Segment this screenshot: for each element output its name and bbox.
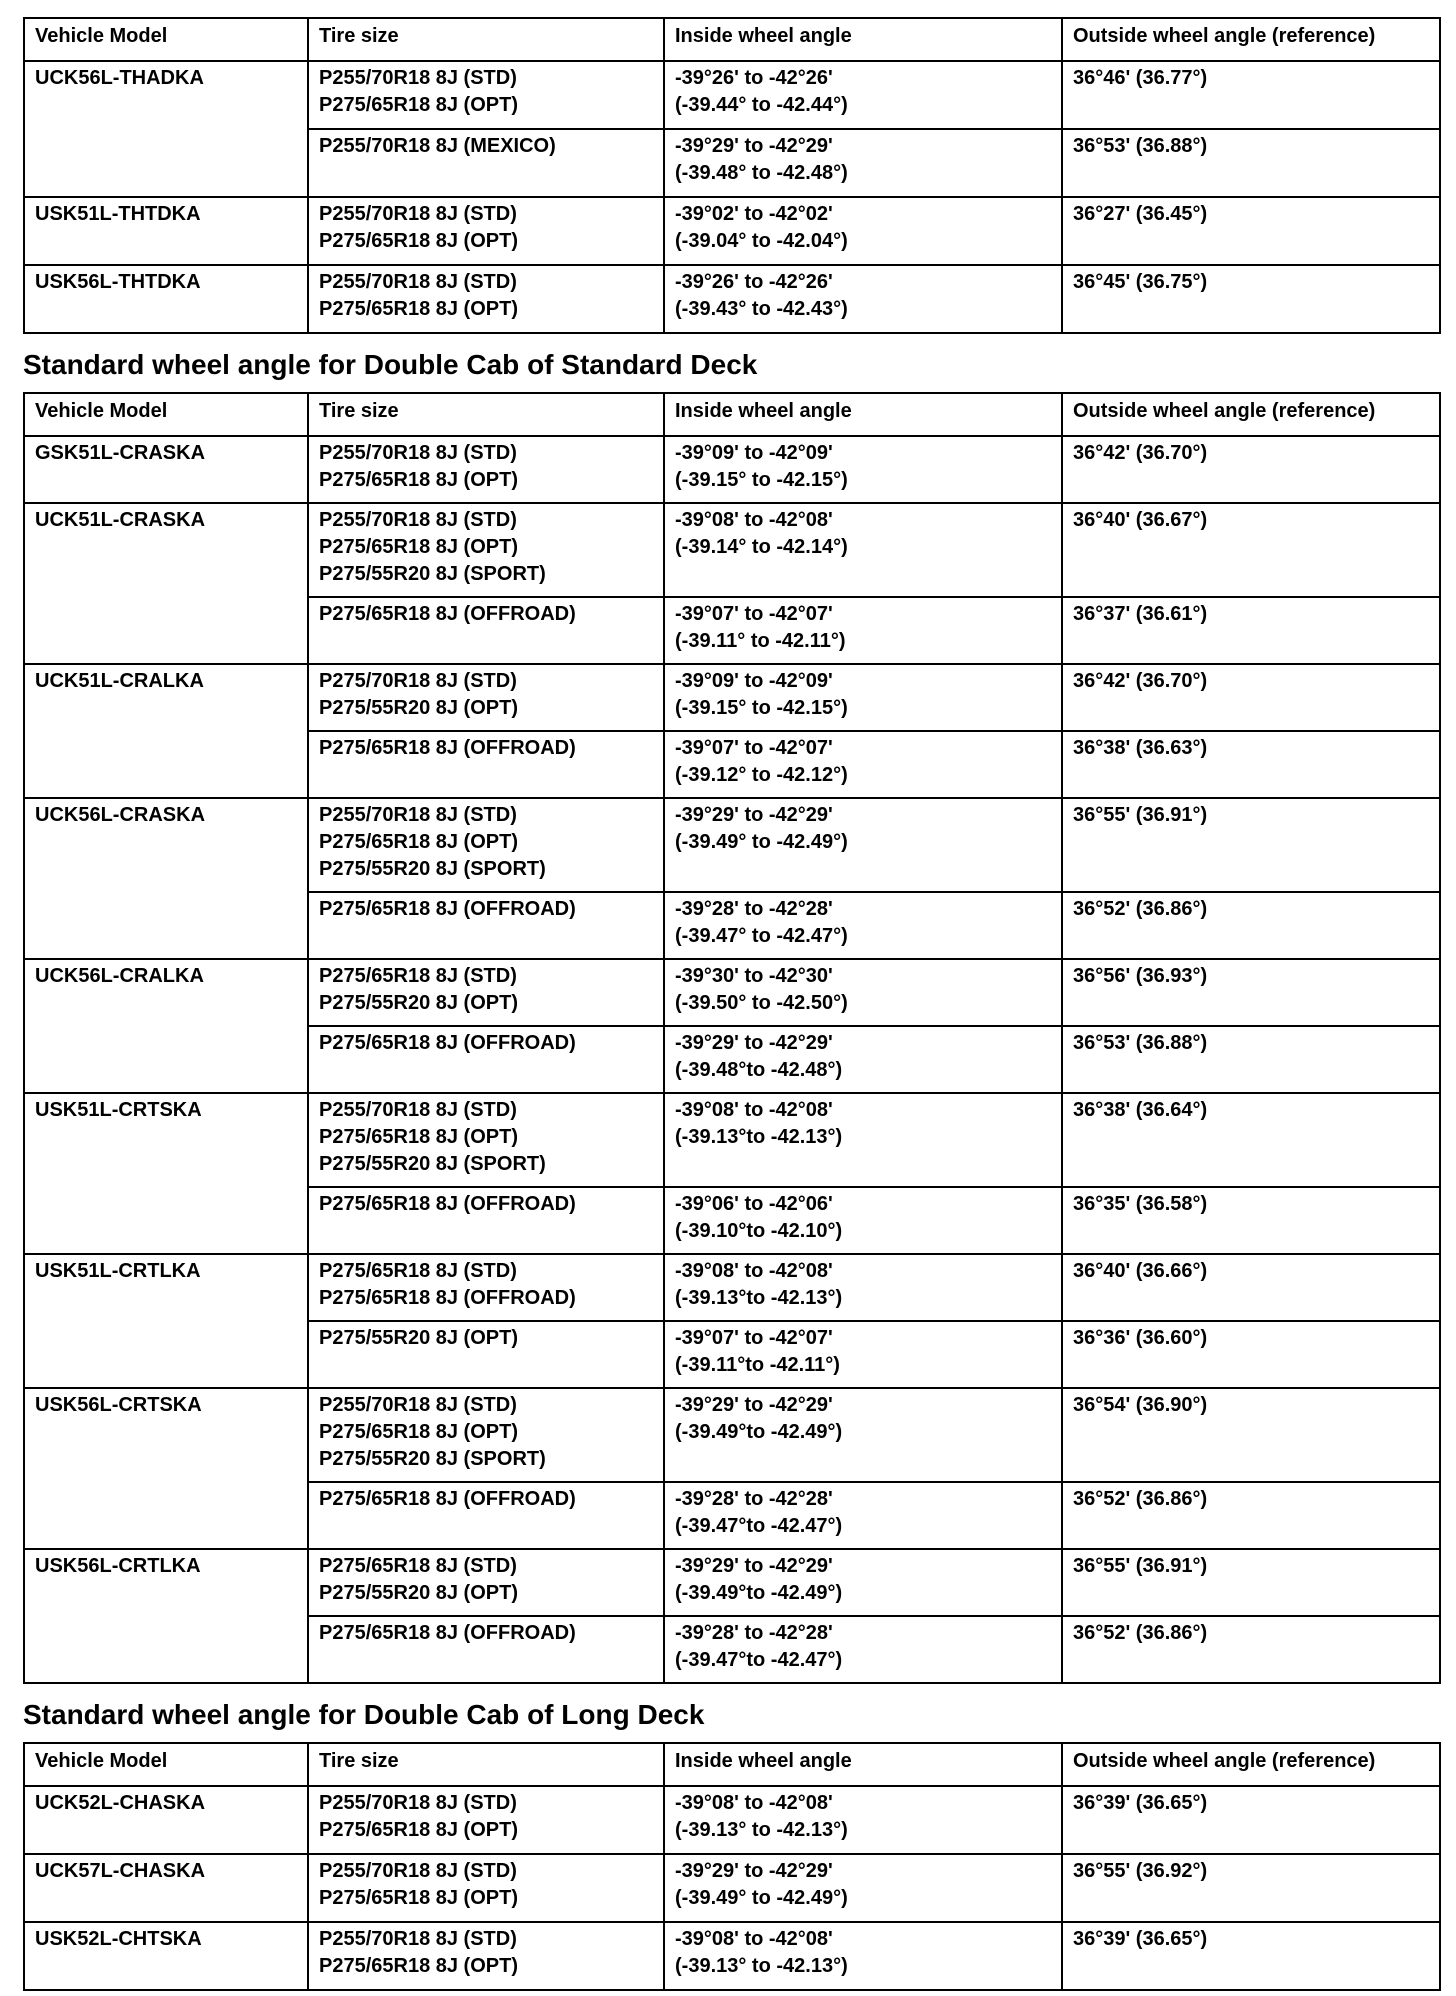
inside-angle-decimal: (-39.13° to -42.13°)	[675, 1819, 848, 1841]
tire-size-cell	[308, 1786, 664, 1854]
tire-size: P275/65R18 8J (OFFROAD)	[319, 1193, 576, 1215]
inside-angle-decimal: (-39.49°to -42.49°)	[675, 1582, 843, 1604]
tire-size-cell	[308, 1321, 664, 1388]
outside-angle-cell: 36°40' (36.67°)	[1062, 503, 1440, 597]
tire-size: P255/70R18 8J (STD)	[319, 804, 517, 826]
inside-angle-dms: -39°28' to -42°28'	[675, 1488, 833, 1510]
inside-angle-dms: -39°06' to -42°06'	[675, 1193, 833, 1215]
tire-size: P275/55R20 8J (SPORT)	[319, 563, 546, 585]
tire-size: P275/55R20 8J (SPORT)	[319, 1153, 546, 1175]
inside-angle-cell	[664, 1786, 1062, 1854]
outside-angle-cell: 36°42' (36.70°)	[1062, 664, 1440, 731]
inside-angle-cell	[664, 1482, 1062, 1549]
tire-size: P275/65R18 8J (OPT)	[319, 1887, 518, 1909]
wheel-angle-table	[23, 392, 1441, 1684]
outside-angle-cell: 36°40' (36.66°)	[1062, 1254, 1440, 1321]
tire-size: P275/65R18 8J (OFFROAD)	[319, 1287, 576, 1309]
outside-angle-cell: 36°53' (36.88°)	[1062, 129, 1440, 197]
inside-angle-dms: -39°29' to -42°29'	[675, 135, 833, 157]
vehicle-model-cell: USK56L-CRTSKA	[24, 1388, 308, 1549]
tire-size-cell	[308, 1616, 664, 1683]
table-row	[24, 61, 1440, 129]
table-row	[24, 1254, 1440, 1321]
inside-angle-decimal: (-39.14° to -42.14°)	[675, 536, 848, 558]
inside-angle-cell	[664, 1321, 1062, 1388]
outside-angle-cell: 36°55' (36.91°)	[1062, 1549, 1440, 1616]
tire-size: P275/65R18 8J (STD)	[319, 1555, 517, 1577]
outside-angle-cell: 36°38' (36.64°)	[1062, 1093, 1440, 1187]
inside-angle-decimal: (-39.43° to -42.43°)	[675, 298, 848, 320]
tire-size: P255/70R18 8J (STD)	[319, 1792, 517, 1814]
inside-angle-decimal: (-39.49° to -42.49°)	[675, 1887, 848, 1909]
inside-angle-decimal: (-39.44° to -42.44°)	[675, 94, 848, 116]
table-row	[24, 265, 1440, 333]
outside-angle-cell: 36°45' (36.75°)	[1062, 265, 1440, 333]
tire-size: P275/65R18 8J (STD)	[319, 965, 517, 987]
table-row	[24, 1093, 1440, 1187]
tire-size: P255/70R18 8J (STD)	[319, 1928, 517, 1950]
tire-size-cell	[308, 265, 664, 333]
inside-angle-cell	[664, 1026, 1062, 1093]
table-row	[24, 1922, 1440, 1990]
inside-angle-dms: -39°08' to -42°08'	[675, 1792, 833, 1814]
outside-angle-cell: 36°35' (36.58°)	[1062, 1187, 1440, 1254]
tire-size: P275/65R18 8J (OFFROAD)	[319, 603, 576, 625]
tire-size: P255/70R18 8J (STD)	[319, 509, 517, 531]
wheel-angle-table	[23, 1742, 1441, 1991]
inside-angle-dms: -39°29' to -42°29'	[675, 1032, 833, 1054]
tire-size: P275/65R18 8J (OPT)	[319, 1421, 518, 1443]
vehicle-model-cell: USK56L-THTDKA	[24, 265, 308, 333]
tire-size-cell	[308, 503, 664, 597]
column-header-inside-angle: Inside wheel angle	[664, 1743, 1062, 1786]
tire-size: P275/55R20 8J (OPT)	[319, 1327, 518, 1349]
tire-size-cell	[308, 129, 664, 197]
tire-size-cell	[308, 1026, 664, 1093]
outside-angle-cell: 36°39' (36.65°)	[1062, 1922, 1440, 1990]
outside-angle-cell: 36°55' (36.91°)	[1062, 798, 1440, 892]
column-header-tire-size: Tire size	[308, 1743, 664, 1786]
wheel-angle-table	[23, 17, 1441, 334]
inside-angle-cell	[664, 1093, 1062, 1187]
inside-angle-decimal: (-39.13°to -42.13°)	[675, 1126, 843, 1148]
column-header-vehicle-model: Vehicle Model	[24, 18, 308, 61]
inside-angle-cell	[664, 664, 1062, 731]
header-row	[24, 393, 1440, 436]
inside-angle-dms: -39°29' to -42°29'	[675, 1860, 833, 1882]
inside-angle-cell	[664, 197, 1062, 265]
tire-size: P275/55R20 8J (SPORT)	[319, 1448, 546, 1470]
inside-angle-dms: -39°07' to -42°07'	[675, 1327, 833, 1349]
outside-angle-cell: 36°55' (36.92°)	[1062, 1854, 1440, 1922]
inside-angle-decimal: (-39.50° to -42.50°)	[675, 992, 848, 1014]
vehicle-model-cell: USK51L-THTDKA	[24, 197, 308, 265]
inside-angle-cell	[664, 436, 1062, 503]
vehicle-model-cell: GSK51L-CRASKA	[24, 436, 308, 503]
table-row	[24, 436, 1440, 503]
inside-angle-cell	[664, 1854, 1062, 1922]
tire-size: P275/65R18 8J (OPT)	[319, 1955, 518, 1977]
tire-size: P275/65R18 8J (OPT)	[319, 94, 518, 116]
outside-angle-cell: 36°53' (36.88°)	[1062, 1026, 1440, 1093]
inside-angle-dms: -39°26' to -42°26'	[675, 67, 833, 89]
outside-angle-cell: 36°46' (36.77°)	[1062, 61, 1440, 129]
inside-angle-dms: -39°29' to -42°29'	[675, 1394, 833, 1416]
tire-size: P275/55R20 8J (OPT)	[319, 992, 518, 1014]
inside-angle-dms: -39°26' to -42°26'	[675, 271, 833, 293]
tire-size-cell	[308, 798, 664, 892]
tire-size: P275/65R18 8J (OFFROAD)	[319, 898, 576, 920]
tire-size: P275/55R20 8J (SPORT)	[319, 858, 546, 880]
table-row	[24, 503, 1440, 597]
inside-angle-decimal: (-39.13° to -42.13°)	[675, 1955, 848, 1977]
inside-angle-cell	[664, 61, 1062, 129]
column-header-inside-angle: Inside wheel angle	[664, 393, 1062, 436]
inside-angle-decimal: (-39.47°to -42.47°)	[675, 1515, 843, 1537]
inside-angle-dms: -39°30' to -42°30'	[675, 965, 833, 987]
table-row	[24, 1549, 1440, 1616]
tire-size: P275/70R18 8J (STD)	[319, 670, 517, 692]
inside-angle-cell	[664, 798, 1062, 892]
tire-size: P275/65R18 8J (OPT)	[319, 469, 518, 491]
tire-size-cell	[308, 1254, 664, 1321]
table-row	[24, 1388, 1440, 1482]
tire-size-cell	[308, 1922, 664, 1990]
table-row	[24, 197, 1440, 265]
tire-size: P255/70R18 8J (STD)	[319, 203, 517, 225]
inside-angle-dms: -39°08' to -42°08'	[675, 509, 833, 531]
vehicle-model-cell: USK56L-CRTLKA	[24, 1549, 308, 1683]
outside-angle-cell: 36°52' (36.86°)	[1062, 1616, 1440, 1683]
column-header-vehicle-model: Vehicle Model	[24, 1743, 308, 1786]
outside-angle-cell: 36°36' (36.60°)	[1062, 1321, 1440, 1388]
inside-angle-dms: -39°28' to -42°28'	[675, 898, 833, 920]
section-title: Standard wheel angle for Double Cab of Long Deck	[23, 1699, 705, 1730]
outside-angle-cell: 36°38' (36.63°)	[1062, 731, 1440, 798]
tire-size-cell	[308, 1187, 664, 1254]
outside-angle-cell: 36°54' (36.90°)	[1062, 1388, 1440, 1482]
inside-angle-cell	[664, 892, 1062, 959]
tire-size-cell	[308, 664, 664, 731]
tire-size: P275/55R20 8J (OPT)	[319, 1582, 518, 1604]
tire-size: P255/70R18 8J (STD)	[319, 1860, 517, 1882]
column-header-tire-size: Tire size	[308, 18, 664, 61]
tire-size: P275/65R18 8J (OPT)	[319, 298, 518, 320]
inside-angle-dms: -39°02' to -42°02'	[675, 203, 833, 225]
outside-angle-cell: 36°39' (36.65°)	[1062, 1786, 1440, 1854]
tire-size-cell	[308, 597, 664, 664]
vehicle-model-cell: UCK56L-CRASKA	[24, 798, 308, 959]
inside-angle-decimal: (-39.13°to -42.13°)	[675, 1287, 843, 1309]
inside-angle-dms: -39°07' to -42°07'	[675, 603, 833, 625]
vehicle-model-cell: UCK51L-CRALKA	[24, 664, 308, 798]
tire-size-cell	[308, 1093, 664, 1187]
tire-size: P275/65R18 8J (STD)	[319, 1260, 517, 1282]
inside-angle-decimal: (-39.04° to -42.04°)	[675, 230, 848, 252]
vehicle-model-cell: UCK51L-CRASKA	[24, 503, 308, 664]
inside-angle-cell	[664, 1549, 1062, 1616]
inside-angle-decimal: (-39.49° to -42.49°)	[675, 831, 848, 853]
vehicle-model-cell: USK51L-CRTLKA	[24, 1254, 308, 1388]
column-header-tire-size: Tire size	[308, 393, 664, 436]
inside-angle-dms: -39°29' to -42°29'	[675, 804, 833, 826]
tire-size-cell	[308, 61, 664, 129]
tire-size: P255/70R18 8J (STD)	[319, 271, 517, 293]
column-header-outside-angle: Outside wheel angle (reference)	[1062, 18, 1440, 61]
inside-angle-dms: -39°09' to -42°09'	[675, 670, 833, 692]
outside-angle-cell: 36°56' (36.93°)	[1062, 959, 1440, 1026]
tire-size-cell	[308, 1854, 664, 1922]
tire-size: P255/70R18 8J (STD)	[319, 1099, 517, 1121]
column-header-vehicle-model: Vehicle Model	[24, 393, 308, 436]
column-header-outside-angle: Outside wheel angle (reference)	[1062, 393, 1440, 436]
tire-size: P275/65R18 8J (OPT)	[319, 1126, 518, 1148]
table-row	[24, 1854, 1440, 1922]
inside-angle-decimal: (-39.11° to -42.11°)	[675, 630, 846, 652]
inside-angle-decimal: (-39.10°to -42.10°)	[675, 1220, 843, 1242]
inside-angle-cell	[664, 1616, 1062, 1683]
tire-size: P255/70R18 8J (STD)	[319, 67, 517, 89]
inside-angle-decimal: (-39.15° to -42.15°)	[675, 469, 848, 491]
table-row	[24, 664, 1440, 731]
outside-angle-cell: 36°27' (36.45°)	[1062, 197, 1440, 265]
inside-angle-dms: -39°09' to -42°09'	[675, 442, 833, 464]
tire-size-cell	[308, 959, 664, 1026]
header-row	[24, 1743, 1440, 1786]
tire-size-cell	[308, 1549, 664, 1616]
inside-angle-decimal: (-39.48° to -42.48°)	[675, 162, 848, 184]
vehicle-model-cell: UCK52L-CHASKA	[24, 1786, 308, 1854]
inside-angle-cell	[664, 265, 1062, 333]
inside-angle-cell	[664, 731, 1062, 798]
tire-size: P275/65R18 8J (OPT)	[319, 230, 518, 252]
tire-size: P275/65R18 8J (OFFROAD)	[319, 737, 576, 759]
inside-angle-cell	[664, 503, 1062, 597]
column-header-outside-angle: Outside wheel angle (reference)	[1062, 1743, 1440, 1786]
table-row	[24, 959, 1440, 1026]
inside-angle-cell	[664, 1922, 1062, 1990]
tire-size: P275/65R18 8J (OPT)	[319, 831, 518, 853]
inside-angle-cell	[664, 129, 1062, 197]
inside-angle-decimal: (-39.15° to -42.15°)	[675, 697, 848, 719]
outside-angle-cell: 36°42' (36.70°)	[1062, 436, 1440, 503]
tire-size: P275/65R18 8J (OFFROAD)	[319, 1622, 576, 1644]
tire-size-cell	[308, 436, 664, 503]
vehicle-model-cell: UCK56L-THADKA	[24, 61, 308, 197]
table-row	[24, 1786, 1440, 1854]
vehicle-model-cell: USK52L-CHTSKA	[24, 1922, 308, 1990]
inside-angle-decimal: (-39.11°to -42.11°)	[675, 1354, 840, 1376]
inside-angle-dms: -39°07' to -42°07'	[675, 737, 833, 759]
tire-size: P275/55R20 8J (OPT)	[319, 697, 518, 719]
column-header-inside-angle: Inside wheel angle	[664, 18, 1062, 61]
tire-size: P255/70R18 8J (STD)	[319, 1394, 517, 1416]
tire-size-cell	[308, 731, 664, 798]
inside-angle-cell	[664, 959, 1062, 1026]
inside-angle-decimal: (-39.47° to -42.47°)	[675, 925, 848, 947]
inside-angle-decimal: (-39.47°to -42.47°)	[675, 1649, 843, 1671]
outside-angle-cell: 36°52' (36.86°)	[1062, 892, 1440, 959]
inside-angle-cell	[664, 1254, 1062, 1321]
inside-angle-dms: -39°29' to -42°29'	[675, 1555, 833, 1577]
inside-angle-cell	[664, 1388, 1062, 1482]
tire-size-cell	[308, 1482, 664, 1549]
tire-size: P255/70R18 8J (MEXICO)	[319, 135, 556, 157]
inside-angle-cell	[664, 1187, 1062, 1254]
tire-size-cell	[308, 197, 664, 265]
inside-angle-decimal: (-39.12° to -42.12°)	[675, 764, 848, 786]
inside-angle-dms: -39°08' to -42°08'	[675, 1099, 833, 1121]
tire-size: P275/65R18 8J (OPT)	[319, 1819, 518, 1841]
tire-size: P255/70R18 8J (STD)	[319, 442, 517, 464]
tire-size-cell	[308, 892, 664, 959]
document	[23, 17, 1439, 1991]
tire-size: P275/65R18 8J (OFFROAD)	[319, 1488, 576, 1510]
tire-size: P275/65R18 8J (OFFROAD)	[319, 1032, 576, 1054]
inside-angle-dms: -39°28' to -42°28'	[675, 1622, 833, 1644]
inside-angle-cell	[664, 597, 1062, 664]
inside-angle-dms: -39°08' to -42°08'	[675, 1928, 833, 1950]
vehicle-model-cell: USK51L-CRTSKA	[24, 1093, 308, 1254]
tire-size-cell	[308, 1388, 664, 1482]
tire-size: P275/65R18 8J (OPT)	[319, 536, 518, 558]
inside-angle-dms: -39°08' to -42°08'	[675, 1260, 833, 1282]
header-row	[24, 18, 1440, 61]
section-title: Standard wheel angle for Double Cab of Standard Deck	[23, 349, 758, 380]
outside-angle-cell: 36°37' (36.61°)	[1062, 597, 1440, 664]
inside-angle-decimal: (-39.48°to -42.48°)	[675, 1059, 843, 1081]
inside-angle-decimal: (-39.49°to -42.49°)	[675, 1421, 843, 1443]
table-row	[24, 798, 1440, 892]
vehicle-model-cell: UCK56L-CRALKA	[24, 959, 308, 1093]
outside-angle-cell: 36°52' (36.86°)	[1062, 1482, 1440, 1549]
vehicle-model-cell: UCK57L-CHASKA	[24, 1854, 308, 1922]
